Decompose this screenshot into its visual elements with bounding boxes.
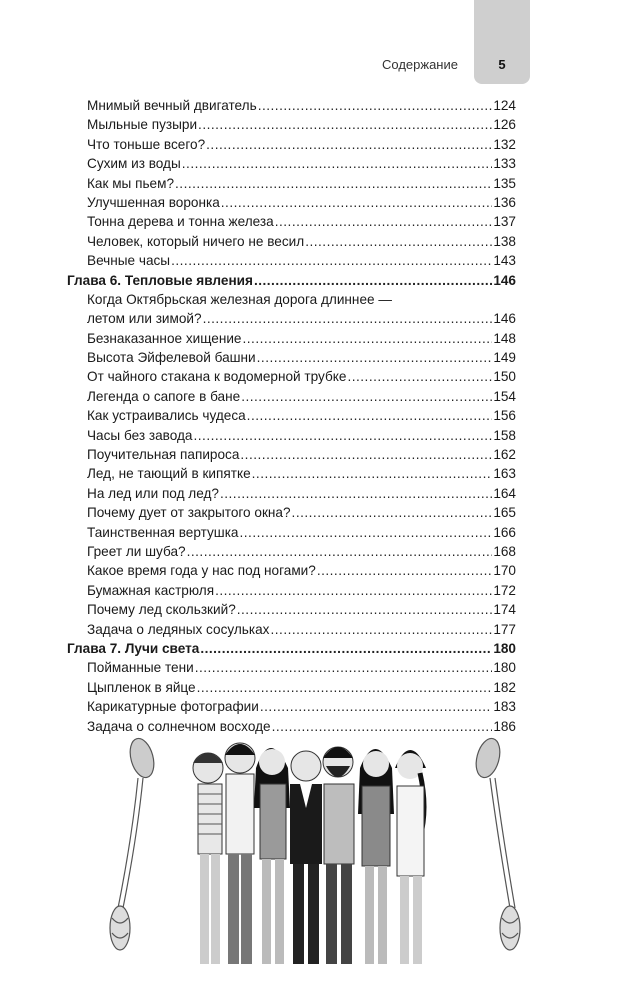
- toc-entry-row: [67, 232, 516, 251]
- toc-entry-row: [67, 678, 516, 697]
- toc-leader-dots: [270, 620, 492, 639]
- toc-entry-title: Задача о ледяных сосульках: [87, 621, 270, 637]
- toc-leader-dots: [195, 658, 493, 677]
- toc-entry-row: [67, 697, 516, 716]
- toc-entry-title: Карикатурные фотографии: [87, 699, 259, 715]
- toc-page-number: 172: [493, 582, 516, 598]
- toc-entry-row: [67, 251, 516, 270]
- toc-page-number: 170: [493, 563, 516, 579]
- toc-page-number: 180: [493, 660, 516, 676]
- toc-entry-row: [67, 329, 516, 348]
- toc-page-number: 156: [493, 408, 516, 424]
- toc-entry-title: Сухим из воды: [87, 156, 181, 172]
- toc-leader-dots: [171, 251, 492, 270]
- toc-page-number: 180: [493, 640, 516, 656]
- toc-page-number: 148: [493, 330, 516, 346]
- toc-entry-title: Человек, который ничего не весил: [87, 233, 305, 249]
- toc-entry-title: Цыпленок в яйце: [87, 679, 196, 695]
- toc-leader-dots: [182, 154, 493, 173]
- toc-leader-dots: [240, 523, 493, 542]
- toc-entry-row: [67, 542, 516, 561]
- toc-page-number: 126: [493, 117, 516, 133]
- toc-page-number: 165: [493, 505, 516, 521]
- toc-entry-title: Глава 6. Тепловые явления: [67, 272, 253, 288]
- toc-page-number: 146: [493, 272, 516, 288]
- toc-entry-title: Улучшенная воронка: [87, 194, 220, 210]
- toc-leader-dots: [206, 135, 492, 154]
- toc-entry-title: Высота Эйфелевой башни: [87, 350, 256, 366]
- toc-entry-row: [67, 581, 516, 600]
- toc-entry-row: [67, 426, 516, 445]
- ornate-spoon-icon: [472, 736, 520, 950]
- toc-leader-dots: [252, 464, 493, 483]
- toc-entry-row: [67, 523, 516, 542]
- toc-page-number: 182: [493, 679, 516, 695]
- toc-entry-title: летом или зимой?: [87, 311, 202, 327]
- toc-entry-row: [67, 484, 516, 503]
- toc-entry-title: Лед, не тающий в кипятке: [87, 466, 251, 482]
- toc-leader-dots: [258, 96, 493, 115]
- toc-entry-row: [67, 561, 516, 580]
- toc-entry-title: Тонна дерева и тонна железа: [87, 214, 274, 230]
- toc-page-number: 158: [493, 427, 516, 443]
- toc-leader-dots: [193, 426, 492, 445]
- toc-leader-dots: [215, 581, 492, 600]
- toc-page-number: 150: [493, 369, 516, 385]
- toc-page-number: 177: [493, 621, 516, 637]
- toc-leader-dots: [305, 232, 492, 251]
- toc-entry-title: Задача о солнечном восходе: [87, 718, 271, 734]
- toc-entry-title: Бумажная кастрюля: [87, 582, 215, 598]
- toc-entry-title: Мыльные пузыри: [87, 117, 198, 133]
- toc-leader-dots: [317, 561, 492, 580]
- page-number: 5: [498, 57, 506, 72]
- toc-entry-row: [67, 135, 516, 154]
- toc-chapter-row: [67, 639, 516, 658]
- toc-leader-dots: [241, 387, 492, 406]
- toc-entry-row: [67, 115, 516, 134]
- toc-leader-dots: [292, 503, 493, 522]
- toc-leader-dots: [260, 697, 492, 716]
- toc-entry-title: Поучительная папироса: [87, 447, 240, 463]
- toc-page-number: 137: [493, 214, 516, 230]
- toc-page-number: 136: [493, 194, 516, 210]
- running-header: Содержание: [382, 57, 458, 72]
- toc-page-number: 183: [493, 699, 516, 715]
- page-number-tab: [474, 0, 530, 84]
- toc-leader-dots: [347, 367, 492, 386]
- toc-page-number: 146: [493, 311, 516, 327]
- toc-entry-row: [67, 96, 516, 115]
- toc-page-number: 166: [493, 524, 516, 540]
- toc-leader-dots: [242, 329, 492, 348]
- toc-page-number: 154: [493, 388, 516, 404]
- toc-leader-dots: [200, 639, 492, 658]
- toc-page-number: 143: [493, 253, 516, 269]
- toc-entry-row: [67, 503, 516, 522]
- toc-entry-title: Как устраивались чудеса: [87, 408, 246, 424]
- toc-entry-row: [67, 445, 516, 464]
- toc-page-number: 186: [493, 718, 516, 734]
- toc-entry-row: [67, 193, 516, 212]
- toc-page-number: 164: [493, 485, 516, 501]
- toc-entry-row: [67, 620, 516, 639]
- toc-entry-row: [67, 387, 516, 406]
- toc-entry-title: Безнаказанное хищение: [87, 330, 242, 346]
- toc-entry-title: Как мы пьем?: [87, 175, 175, 191]
- toc-leader-dots: [197, 678, 493, 697]
- toc-page-number: 162: [493, 447, 516, 463]
- toc-entry-title: Таинственная вертушка: [87, 524, 239, 540]
- toc-entry-title: Почему лед скользкий?: [87, 602, 236, 618]
- toc-entry-row: [67, 600, 516, 619]
- toc-leader-dots: [237, 600, 493, 619]
- toc-entry-title: Легенда о сапоге в бане: [87, 388, 241, 404]
- people-figures: [193, 743, 426, 964]
- toc-entry-title: Часы без завода: [87, 427, 193, 443]
- toc-entry-row: [67, 348, 516, 367]
- toc-leader-dots: [198, 115, 492, 134]
- toc-entry-title: Какое время года у нас под ногами?: [87, 563, 316, 579]
- toc-page-number: 149: [493, 350, 516, 366]
- toc-entry-row: [67, 174, 516, 193]
- toc-entry-title: Мнимый вечный двигатель: [87, 98, 257, 113]
- toc-leader-dots: [275, 212, 493, 231]
- toc-entry-title: На лед или под лед?: [87, 485, 219, 501]
- table-of-contents: [67, 96, 516, 736]
- toc-page-number: 132: [493, 136, 516, 152]
- toc-entry-title: Пойманные тени: [87, 660, 194, 676]
- toc-leader-dots: [254, 271, 492, 290]
- toc-entry-row: [67, 154, 516, 173]
- toc-leader-dots: [203, 309, 493, 328]
- toc-entry-row: [67, 658, 516, 677]
- toc-leader-dots: [240, 445, 492, 464]
- toc-page-number: 168: [493, 543, 516, 559]
- toc-leader-dots: [187, 542, 493, 561]
- toc-leader-dots: [220, 484, 492, 503]
- toc-page-number: 124: [493, 98, 516, 113]
- toc-page-number: 133: [493, 156, 516, 172]
- toc-leader-dots: [257, 348, 493, 367]
- toc-entry-row: [67, 212, 516, 231]
- toc-leader-dots: [175, 174, 492, 193]
- toc-entry-row: [67, 406, 516, 425]
- toc-page-number: 135: [493, 175, 516, 191]
- toc-page-number: 138: [493, 233, 516, 249]
- toc-chapter-row: [67, 271, 516, 290]
- toc-entry-title: Вечные часы: [87, 253, 171, 269]
- toc-entry-title: Греет ли шуба?: [87, 543, 186, 559]
- toc-entry-row: [67, 464, 516, 483]
- toc-entry-title: Что тоньше всего?: [87, 136, 206, 152]
- toc-entry-title: Глава 7. Лучи света: [67, 640, 200, 656]
- toc-page-number: 174: [493, 602, 516, 618]
- people-group-illustration: [0, 728, 620, 1001]
- toc-entry-title: Почему дует от закрытого окна?: [87, 505, 291, 521]
- toc-entry-row: [67, 367, 516, 386]
- toc-entry-title-line: Когда Октябрьская железная дорога длиннее —: [87, 291, 392, 307]
- toc-page-number: 163: [493, 466, 516, 482]
- toc-leader-dots: [247, 406, 493, 425]
- toc-entry-row: [67, 309, 516, 328]
- ornate-spoon-icon: [110, 736, 158, 950]
- toc-leader-dots: [221, 193, 493, 212]
- toc-entry-title: От чайного стакана к водомерной трубке: [87, 369, 347, 385]
